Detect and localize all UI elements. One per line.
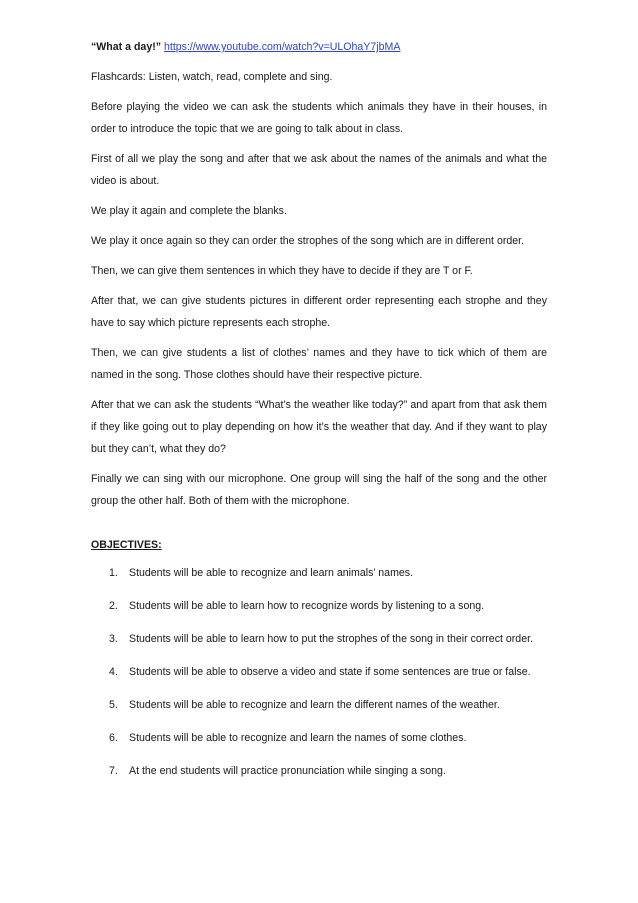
objective-number: 4. (109, 666, 118, 678)
youtube-link[interactable]: https://www.youtube.com/watch?v=ULOhaY7jbMA (164, 41, 401, 53)
document-header (91, 36, 547, 58)
objective-item (91, 595, 547, 617)
objective-number: 6. (109, 732, 118, 744)
paragraph-clothes: Then, we can give students a list of clothes’ names and they have to tick which of them are named in the song. Those clothes should have their respective picture. (91, 347, 547, 381)
objective-number: 3. (109, 633, 118, 645)
objective-item (91, 562, 547, 584)
paragraph-true-false: Then, we can give them sentences in which they have to decide if they are T or F. (91, 265, 473, 277)
paragraph-third-play: We play it once again so they can order the strophes of the song which are in different order. (91, 235, 525, 247)
objective-text: Students will be able to observe a video and state if some sentences are true or false. (129, 666, 531, 678)
objective-item (91, 661, 547, 683)
objective-number: 1. (109, 567, 118, 579)
objective-number: 2. (109, 600, 118, 612)
objective-text: Students will be able to recognize and learn the different names of the weather. (129, 699, 500, 711)
objective-item (91, 628, 547, 650)
objective-text: Students will be able to recognize and learn animals’ names. (129, 567, 414, 579)
paragraph-second-play: We play it again and complete the blanks. (91, 205, 287, 217)
objective-text: At the end students will practice pronunciation while singing a song. (129, 765, 446, 777)
paragraph-pictures: After that, we can give students pictures in different order representing each strophe and they have to say which picture represents each strophe. (91, 295, 547, 329)
objective-text: Students will be able to recognize and learn the names of some clothes. (129, 732, 467, 744)
objective-item (91, 694, 547, 716)
paragraph-flashcards: Flashcards: Listen, watch, read, complete and sing. (91, 71, 333, 83)
objective-number: 7. (109, 765, 118, 777)
objective-text: Students will be able to learn how to recognize words by listening to a song. (129, 600, 485, 612)
objective-item (91, 727, 547, 749)
objectives-heading: OBJECTIVES: (91, 539, 162, 551)
document-page (91, 36, 547, 793)
paragraph-first-play: First of all we play the song and after that we ask about the names of the animals and what the video is about. (91, 153, 547, 187)
paragraph-weather: After that we can ask the students “What’s the weather like today?” and apart from that ask them if they like going out to play depending on how it’s the weather that day. And if they want to play but they can’t, what they do? (91, 399, 547, 455)
paragraph-microphone: Finally we can sing with our microphone. One group will sing the half of the song and the other group the other half. Both of them with the microphone. (91, 473, 547, 507)
objective-number: 5. (109, 699, 118, 711)
objective-text: Students will be able to learn how to put the strophes of the song in their correct order. (129, 633, 533, 645)
objectives-list (91, 562, 547, 782)
objective-item (91, 760, 547, 782)
paragraph-intro: Before playing the video we can ask the students which animals they have in their houses, in order to introduce the topic that we are going to talk about in class. (91, 101, 547, 135)
song-title: “What a day!” (91, 41, 162, 53)
